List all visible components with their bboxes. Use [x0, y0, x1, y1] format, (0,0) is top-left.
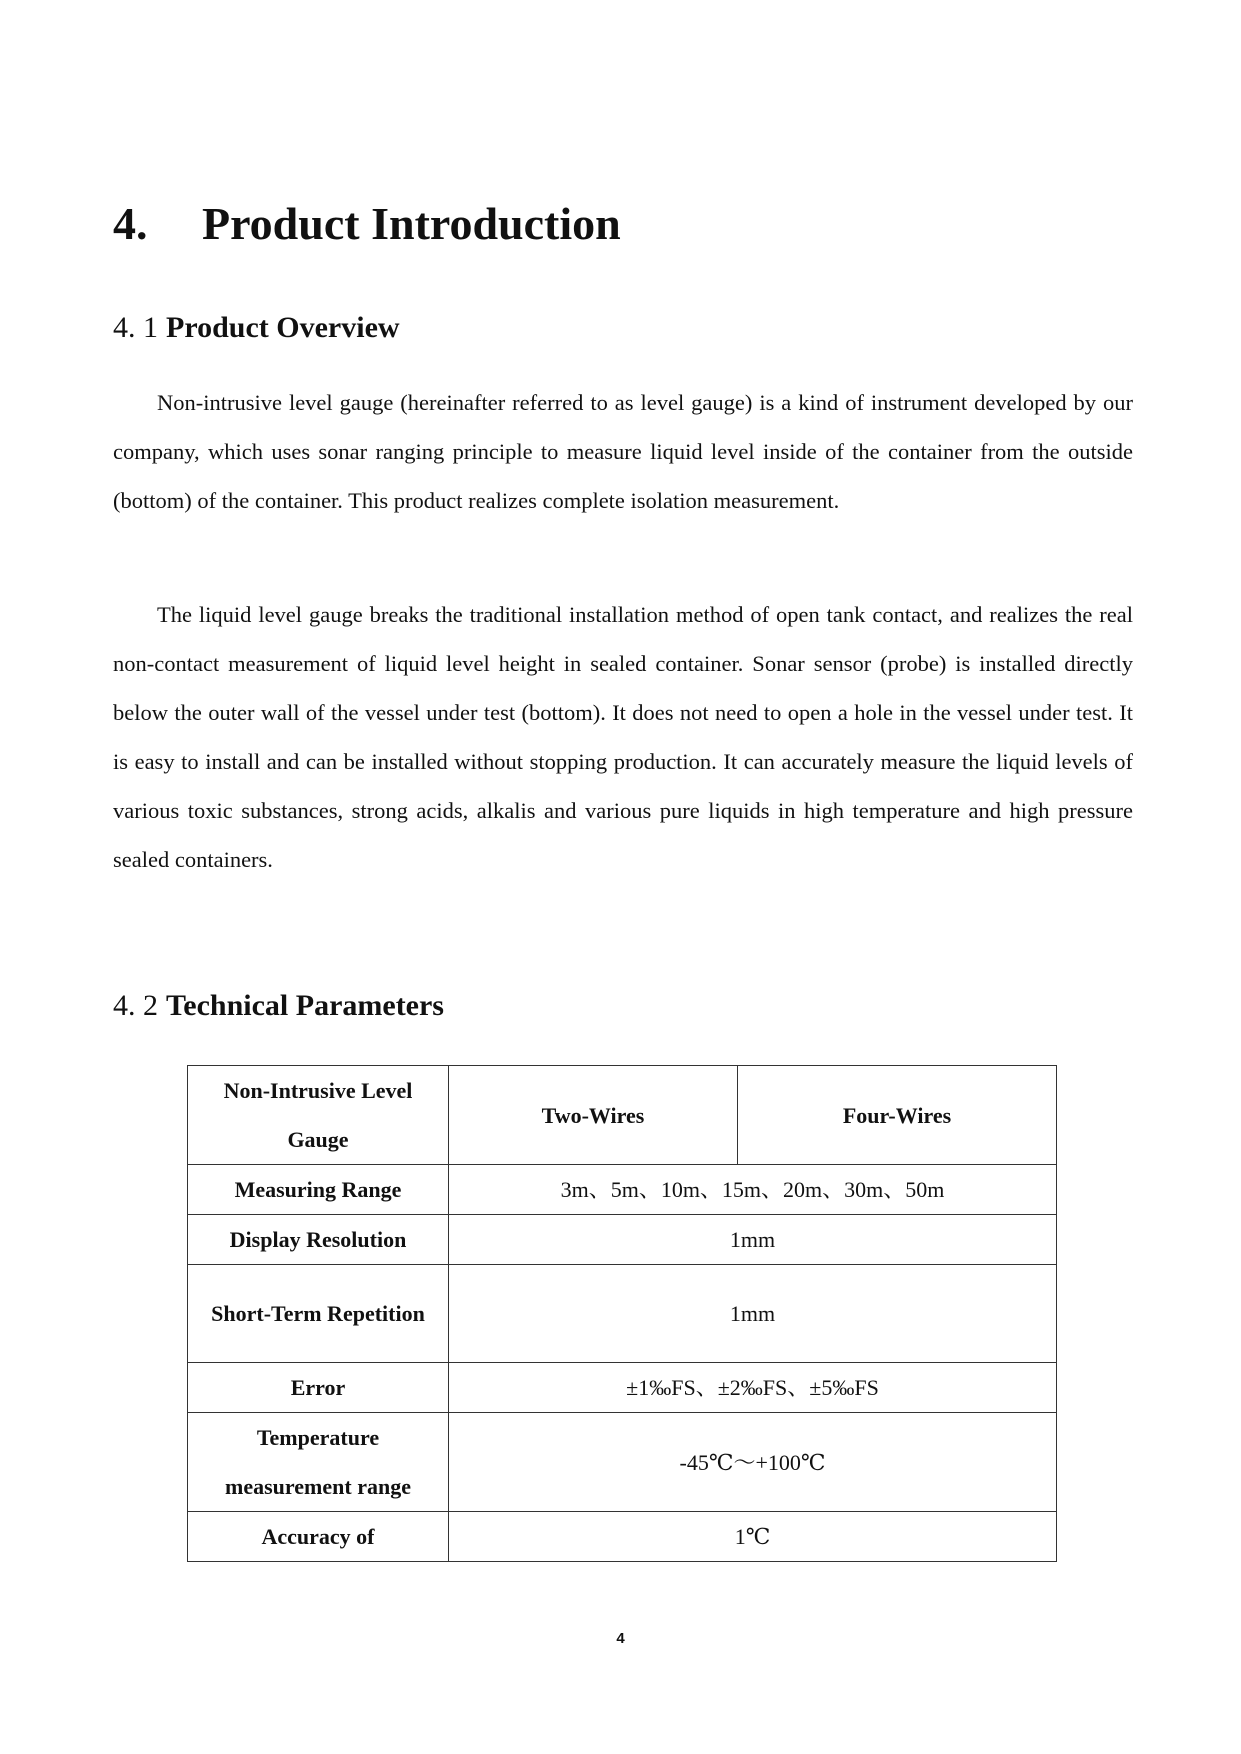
row-label: Display Resolution — [188, 1215, 449, 1265]
subsection-title: Product Overview — [166, 311, 400, 344]
technical-parameters-table — [187, 1065, 1057, 1562]
row-value: 1mm — [449, 1215, 1057, 1265]
page-number: 4 — [616, 1630, 625, 1647]
table-row — [188, 1363, 1057, 1413]
subsection-number: 4. 2 — [113, 989, 158, 1022]
section-number: 4. — [113, 198, 148, 249]
section-title: Product Introduction — [202, 198, 621, 249]
subsection-heading-overview — [113, 310, 400, 346]
row-value: 1mm — [449, 1265, 1057, 1363]
subsection-title: Technical Parameters — [166, 989, 444, 1022]
table-header-cell: Four-Wires — [738, 1066, 1057, 1165]
overview-paragraph-2: The liquid level gauge breaks the traditional installation method of open tank contact, and realizes the real non-contact measurement of liquid level height in sealed container. Sonar sensor (probe) is installed directly below the outer wall of the vessel under test (bottom). It does not need to open a hole in the vessel under test. It is easy to install and can be installed without stopping production. It can accurately measure the liquid levels of various toxic substances, strong acids, alkalis and various pure liquids in high temperature and high pressure sealed containers. — [113, 602, 1133, 872]
table-header-cell: Two-Wires — [449, 1066, 738, 1165]
table-row — [188, 1512, 1057, 1562]
row-label: Accuracy of — [188, 1512, 449, 1562]
row-value: 3m、5m、10m、15m、20m、30m、50m — [449, 1165, 1057, 1215]
table-row — [188, 1265, 1057, 1363]
row-label: Short-Term Repetition — [188, 1265, 449, 1363]
table-row — [188, 1215, 1057, 1265]
table-header-row — [188, 1066, 1057, 1165]
table-row — [188, 1413, 1057, 1512]
table-row — [188, 1165, 1057, 1215]
row-value: -45℃～+100℃ — [449, 1413, 1057, 1512]
row-value: 1℃ — [449, 1512, 1057, 1562]
row-label: Error — [188, 1363, 449, 1413]
row-label: Measuring Range — [188, 1165, 449, 1215]
subsection-number: 4. 1 — [113, 311, 158, 344]
row-value: ±1‰FS、±2‰FS、±5‰FS — [449, 1363, 1057, 1413]
section-heading — [113, 196, 621, 252]
row-label: Temperature measurement range — [188, 1413, 449, 1512]
overview-paragraph-1: Non-intrusive level gauge (hereinafter referred to as level gauge) is a kind of instrument developed by our company, which uses sonar ranging principle to measure liquid level inside of the container from the outside (bottom) of the container. This product realizes complete isolation measurement. — [113, 390, 1133, 513]
subsection-heading-technical — [113, 988, 444, 1024]
table-header-cell: Non-Intrusive Level Gauge — [188, 1066, 449, 1165]
